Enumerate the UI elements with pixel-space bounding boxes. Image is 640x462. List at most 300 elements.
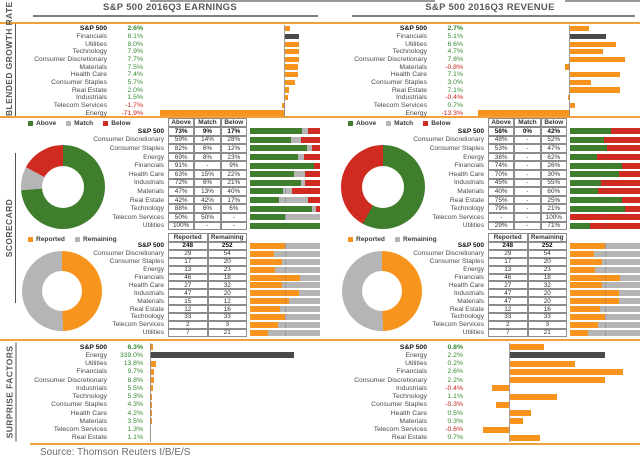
value-label: -71.9%	[121, 109, 143, 117]
bar-row	[340, 63, 640, 71]
table-row	[340, 170, 640, 179]
bar-area	[146, 351, 320, 359]
row-label: Consumer Discretionary	[413, 250, 484, 258]
table-cell: -	[221, 222, 247, 231]
table-cell: 6%	[194, 144, 220, 153]
table-cell: 12	[488, 305, 528, 313]
bar-segment	[285, 243, 320, 249]
bar-row	[340, 401, 640, 409]
table-cell: 2	[168, 321, 208, 329]
column-header: Below	[541, 118, 567, 127]
bar-row	[20, 86, 320, 94]
table-cell: -	[514, 213, 540, 222]
stacked-bar	[570, 267, 640, 273]
bar-row	[340, 71, 640, 79]
midpoint-tick	[605, 137, 606, 143]
column-header: Remaining	[208, 233, 248, 242]
table-cell: 27	[168, 281, 208, 289]
bar	[510, 418, 523, 424]
column-header: Below	[221, 118, 247, 127]
bar-segment	[570, 306, 600, 312]
midpoint-tick	[605, 282, 606, 288]
row-label: S&P 500	[137, 127, 164, 135]
value-label: -1.7%	[125, 101, 143, 109]
bar-area	[146, 434, 320, 442]
bar-segment	[570, 290, 619, 296]
value-label: 7.9%	[127, 48, 143, 56]
category-label: Telecom Services	[373, 101, 427, 109]
table-cell: 6%	[194, 204, 220, 213]
midpoint-tick	[285, 128, 286, 134]
table-cell: 9%	[221, 161, 247, 170]
value-label: 4.7%	[447, 48, 463, 56]
table-cell: 100%	[168, 222, 194, 231]
category-label: Technology	[72, 393, 107, 401]
bar-segment	[611, 128, 640, 134]
table-row	[20, 179, 320, 188]
table-cell: 28%	[221, 136, 247, 145]
midpoint-tick	[285, 180, 286, 186]
bar-row	[20, 343, 320, 351]
bar-segment	[279, 197, 308, 203]
table-cell: 3	[528, 321, 568, 329]
bar-segment	[305, 171, 320, 177]
bar-spacer	[250, 235, 320, 241]
bar	[570, 57, 624, 62]
stacked-bar	[250, 306, 320, 312]
bar-segment	[570, 267, 595, 273]
table-cell: 13	[168, 266, 208, 274]
column-header: Above	[168, 118, 194, 127]
midpoint-tick	[605, 314, 606, 320]
table-row	[340, 161, 640, 170]
row-label: Telecom Services	[432, 321, 484, 329]
table-cell: 3	[208, 321, 248, 329]
table-cell: -	[488, 213, 514, 222]
bar-segment	[570, 145, 607, 151]
table-cell: 33	[168, 313, 208, 321]
stacked-bar	[570, 163, 640, 169]
category-label: Industrials	[76, 384, 107, 392]
bar	[510, 369, 623, 375]
table-cell: 32	[528, 281, 568, 289]
table-cell: -	[514, 187, 540, 196]
value-label: 2.6%	[447, 368, 463, 376]
row-label: Materials	[137, 187, 164, 195]
bar-row	[340, 409, 640, 417]
bar-segment	[570, 188, 598, 194]
table-row	[340, 153, 640, 162]
table-cell: 2	[488, 321, 528, 329]
bar-area	[466, 56, 640, 64]
value-label: 0.2%	[447, 360, 463, 368]
value-label: 0.7%	[447, 434, 463, 442]
category-label: S&P 500	[399, 25, 427, 33]
stacked-bar	[570, 188, 640, 194]
bar-segment	[604, 137, 640, 143]
category-label: Materials	[79, 63, 107, 71]
bar-row	[20, 109, 320, 117]
bar-area	[146, 426, 320, 434]
stacked-bar	[250, 298, 320, 304]
bar-area	[466, 94, 640, 102]
midpoint-tick	[605, 154, 606, 160]
bar-area	[466, 86, 640, 94]
column-header: Match	[194, 118, 220, 127]
table-cell: 17	[488, 258, 528, 266]
row-label: Consumer Discretionary	[93, 136, 164, 144]
midpoint-tick	[605, 259, 606, 265]
table-cell: 47%	[541, 144, 567, 153]
bar-segment	[250, 322, 278, 328]
revenue-title-underline	[352, 15, 635, 17]
table-cell: 63%	[168, 170, 194, 179]
table-row	[340, 187, 640, 196]
table-cell: 32	[208, 281, 248, 289]
bar-segment	[597, 154, 640, 160]
bar-segment	[314, 163, 320, 169]
table-cell: -	[514, 170, 540, 179]
category-label: Technology	[392, 393, 427, 401]
table-cell: -	[514, 136, 540, 145]
table-cell: -	[514, 153, 540, 162]
legend-label: Above	[36, 119, 57, 127]
row-label: Real Estate	[449, 305, 484, 313]
stacked-bar	[570, 322, 640, 328]
bar-segment	[602, 282, 640, 288]
bar-segment	[619, 290, 640, 296]
category-label: Telecom Services	[53, 426, 107, 434]
value-label: 7.7%	[127, 55, 143, 63]
bar-area	[146, 102, 320, 110]
bar-row	[20, 33, 320, 41]
bar-segment	[570, 314, 605, 320]
table-row	[20, 204, 320, 213]
table-cell: 252	[208, 242, 248, 250]
table-row	[20, 258, 320, 266]
table-cell: 50%	[168, 213, 194, 222]
table-cell: -	[194, 222, 220, 231]
midpoint-tick	[285, 314, 286, 320]
column-header: Reported	[488, 233, 528, 242]
table-row	[340, 179, 640, 188]
stacked-bar	[250, 290, 320, 296]
table-cell: 48%	[488, 136, 514, 145]
bar-segment	[308, 128, 320, 134]
bar-segment	[595, 267, 640, 273]
table-row	[340, 127, 640, 136]
bar-segment	[301, 137, 320, 143]
category-label: Consumer Discretionary	[34, 376, 107, 384]
table-cell: 8%	[194, 153, 220, 162]
bar-row	[340, 94, 640, 102]
bar-row	[340, 56, 640, 64]
table-cell: 62%	[541, 153, 567, 162]
value-label: 5.7%	[127, 78, 143, 86]
bar-segment	[292, 188, 320, 194]
value-label: 8.8%	[127, 376, 143, 384]
table-cell: 18	[208, 274, 248, 282]
midpoint-tick	[605, 322, 606, 328]
table-row	[20, 144, 320, 153]
midpoint-tick	[285, 290, 286, 296]
value-label: 7.5%	[127, 63, 143, 71]
bar-area	[146, 33, 320, 41]
value-label: 5.5%	[127, 384, 143, 392]
bar-row	[20, 351, 320, 359]
value-label: 7.1%	[447, 86, 463, 94]
stacked-bar	[250, 251, 320, 257]
table-cell: 47	[488, 297, 528, 305]
section-label-blended-growth-rate: BLENDED GROWTH RATE	[4, 1, 14, 116]
row-label: Industrials	[453, 289, 484, 297]
midpoint-tick	[605, 267, 606, 273]
bar-segment	[602, 259, 640, 265]
stacked-bar	[570, 171, 640, 177]
bar-row	[340, 25, 640, 33]
table-cell: 15	[168, 297, 208, 305]
row-label: Utilities	[142, 222, 164, 230]
table-row	[340, 258, 640, 266]
bar-area	[146, 368, 320, 376]
bar-segment	[594, 251, 640, 257]
table-row	[20, 321, 320, 329]
midpoint-tick	[285, 251, 286, 257]
table-cell: 22%	[221, 170, 247, 179]
bar-area	[466, 71, 640, 79]
legend-label: Match	[74, 119, 94, 127]
midpoint-tick	[285, 163, 286, 169]
bar-segment	[620, 275, 640, 281]
table-cell: 21	[208, 329, 248, 337]
bar-segment	[274, 251, 320, 257]
table-cell: 20	[528, 289, 568, 297]
midpoint-tick	[605, 197, 606, 203]
table-cell: 23%	[221, 153, 247, 162]
value-label: 339.0%	[119, 351, 143, 359]
row-label: Health Care	[128, 170, 164, 178]
axis-baseline	[284, 25, 285, 117]
row-label: Consumer Staples	[109, 258, 164, 266]
bar-row	[340, 376, 640, 384]
category-label: Energy	[85, 351, 107, 359]
table-cell: 13	[488, 266, 528, 274]
table-cell: -	[514, 144, 540, 153]
bar-area	[466, 79, 640, 87]
midpoint-tick	[605, 290, 606, 296]
table-cell: 30%	[541, 170, 567, 179]
bar-segment	[605, 243, 640, 249]
bar-segment	[308, 197, 320, 203]
bar-segment	[570, 223, 590, 229]
table-row	[340, 250, 640, 258]
table-row	[20, 289, 320, 297]
bar-area	[466, 343, 640, 351]
bar-row	[340, 79, 640, 87]
table-cell: 74%	[488, 161, 514, 170]
section-divider	[30, 443, 640, 445]
bar-area	[466, 426, 640, 434]
section-label-surprise-factors: SURPRISE FACTORS	[5, 343, 17, 442]
table-cell: 46	[168, 274, 208, 282]
bar-row	[20, 63, 320, 71]
table-row	[340, 321, 640, 329]
value-label: 7.4%	[127, 71, 143, 79]
table-cell: 17%	[221, 196, 247, 205]
table-cell: 79%	[488, 204, 514, 213]
table-cell: -	[194, 161, 220, 170]
value-label: 6.3%	[127, 343, 143, 351]
bar-segment	[250, 171, 294, 177]
table-cell: 59%	[168, 136, 194, 145]
table-cell: 29	[168, 250, 208, 258]
bar-segment	[280, 306, 320, 312]
row-label: Industrials	[133, 179, 164, 187]
column-header: Above	[488, 118, 514, 127]
bar-segment	[250, 188, 283, 194]
row-label: Utilities	[142, 329, 164, 337]
stacked-bar	[250, 197, 320, 203]
row-label: Technology	[450, 205, 484, 213]
category-label: Utilities	[405, 40, 427, 48]
stacked-bar	[570, 243, 640, 249]
table-header-row	[20, 233, 320, 242]
row-label: Telecom Services	[432, 213, 484, 221]
bar-segment	[250, 275, 300, 281]
row-label: Financials	[454, 274, 484, 281]
bar-segment	[570, 322, 598, 328]
column-header: Remaining	[528, 233, 568, 242]
bar-segment	[250, 282, 282, 288]
category-label: Energy	[405, 351, 427, 359]
bar	[285, 87, 288, 92]
bar-spacer	[250, 120, 320, 126]
table-header-row	[340, 233, 640, 242]
value-label: 3.0%	[447, 78, 463, 86]
stacked-bar	[570, 251, 640, 257]
midpoint-tick	[285, 154, 286, 160]
bar-area	[146, 79, 320, 87]
table-cell: 27	[488, 281, 528, 289]
bar-segment	[250, 267, 275, 273]
row-label: Technology	[450, 313, 484, 321]
value-label: 5.1%	[447, 32, 463, 40]
value-label: 7.1%	[447, 71, 463, 79]
bar-segment	[570, 154, 597, 160]
table-cell: -	[514, 161, 540, 170]
bar	[510, 361, 575, 367]
table-cell: 9%	[194, 127, 220, 136]
bar-segment	[570, 206, 625, 212]
value-label: 1.3%	[127, 426, 143, 434]
stacked-bar	[570, 290, 640, 296]
bar-area	[146, 56, 320, 64]
bar-area	[146, 384, 320, 392]
table-cell: 15%	[194, 170, 220, 179]
table-cell: 100%	[541, 213, 567, 222]
stacked-bar	[570, 128, 640, 134]
bar	[160, 110, 285, 115]
table-cell: 12%	[221, 144, 247, 153]
table-cell: -	[221, 213, 247, 222]
row-label: Health Care	[448, 281, 484, 289]
bar-row	[20, 79, 320, 87]
stacked-bar	[250, 322, 320, 328]
bar-area	[466, 25, 640, 33]
bar-row	[20, 94, 320, 102]
bar-segment	[570, 197, 623, 203]
row-label: Real Estate	[449, 196, 484, 204]
row-label: Consumer Staples	[109, 144, 164, 152]
table-cell: 88%	[168, 204, 194, 213]
row-label: Materials	[137, 297, 164, 305]
bar-segment	[605, 314, 640, 320]
column-header: Match	[514, 118, 540, 127]
bar-row	[340, 86, 640, 94]
bar-segment	[601, 180, 640, 186]
table-cell: 13%	[194, 187, 220, 196]
stacked-bar	[250, 163, 320, 169]
bar	[570, 26, 589, 31]
bar-area	[146, 25, 320, 33]
row-label: Real Estate	[129, 305, 164, 313]
bar	[570, 103, 575, 108]
bar	[285, 72, 298, 77]
value-label: 9.7%	[127, 368, 143, 376]
category-label: Health Care	[70, 71, 107, 79]
bar-row	[20, 384, 320, 392]
table-row	[340, 266, 640, 274]
bar-row	[340, 40, 640, 48]
category-label: Industrials	[76, 94, 107, 102]
value-label: 2.2%	[447, 376, 463, 384]
midpoint-tick	[605, 251, 606, 257]
bar-segment	[607, 145, 640, 151]
legend-label: Match	[394, 119, 414, 127]
stacked-bar	[570, 275, 640, 281]
legend-label: Remaining	[402, 235, 437, 243]
stacked-bar	[250, 259, 320, 265]
table-row	[20, 213, 320, 222]
category-label: Utilities	[405, 360, 427, 368]
row-label: Financials	[134, 162, 164, 170]
stacked-bar	[570, 214, 640, 220]
table-row	[20, 187, 320, 196]
bar-row	[20, 417, 320, 425]
table-row	[340, 242, 640, 250]
bar-segment	[282, 259, 320, 265]
row-label: Utilities	[462, 222, 484, 230]
category-label: S&P 500	[399, 343, 427, 351]
table-cell: 29	[488, 250, 528, 258]
bar-segment	[275, 267, 320, 273]
value-label: -13.3%	[441, 109, 463, 117]
midpoint-tick	[285, 214, 286, 220]
bar-spacer	[570, 235, 640, 241]
table-cell: 20	[208, 258, 248, 266]
table-row	[340, 213, 640, 222]
table-row	[20, 305, 320, 313]
bar-segment	[294, 171, 305, 177]
table-cell: 12	[208, 297, 248, 305]
stacked-bar	[250, 275, 320, 281]
bar-segment	[250, 128, 302, 134]
legend-label: Remaining	[82, 235, 117, 243]
table-row	[20, 274, 320, 282]
table-row	[340, 281, 640, 289]
table-cell: 60%	[541, 187, 567, 196]
table-cell: 47	[488, 289, 528, 297]
